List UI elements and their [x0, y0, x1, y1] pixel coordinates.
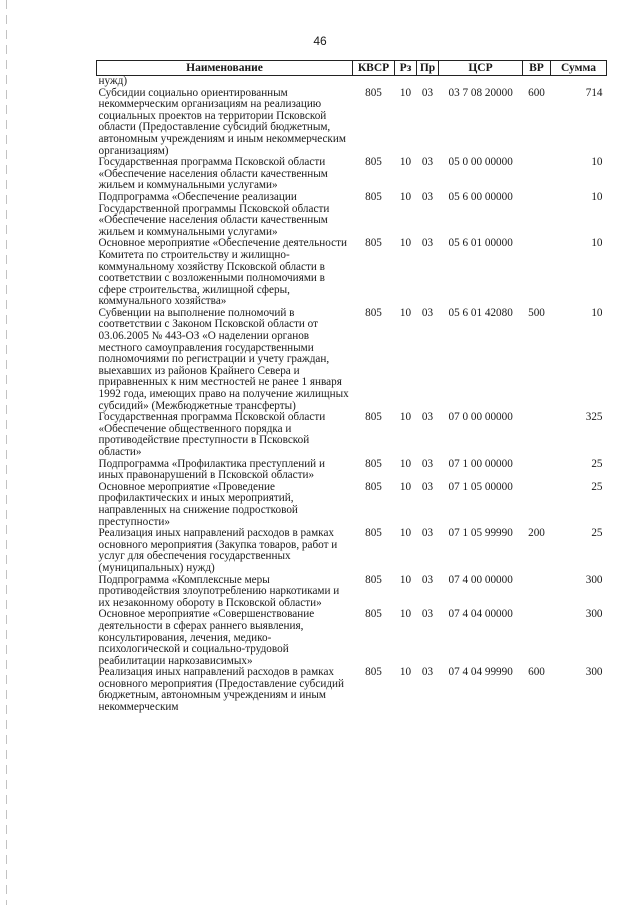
table-row [97, 609, 607, 667]
cell-pr: 03 [421, 608, 434, 621]
cell-sum: 25 [591, 480, 603, 493]
header-vr: ВР [523, 61, 551, 76]
cell-vr [523, 76, 551, 88]
cell-kvsr: 805 [365, 608, 382, 621]
cell-csr: 07 4 04 99990 [448, 666, 513, 679]
cell-sum: 300 [585, 666, 603, 679]
page-number: 46 [313, 34, 327, 48]
cell-kvsr: 805 [365, 237, 382, 250]
cell-csr: 05 6 01 00000 [448, 237, 513, 250]
cell-kvsr: 805 [365, 306, 382, 319]
cell-sum: 10 [591, 237, 603, 250]
cell-sum: 714 [585, 86, 603, 99]
cell-kvsr: 805 [365, 156, 382, 169]
cell-vr [523, 192, 551, 238]
cell-kvsr: 805 [365, 480, 382, 493]
cell-pr: 03 [421, 190, 434, 203]
cell-name: нужд) [98, 75, 128, 87]
table-row [97, 412, 607, 458]
cell-kvsr: 805 [365, 573, 382, 586]
table-row [97, 308, 607, 412]
cell-pr: 03 [421, 86, 434, 99]
cell-kvsr: 805 [365, 86, 382, 99]
table-row [97, 88, 607, 158]
cell-rz [395, 76, 417, 88]
cell-rz: 10 [399, 306, 412, 319]
cell-rz: 10 [399, 190, 412, 203]
cell-name: Подпрограмма «Профилактика преступлений и иных правонарушений в Псковской области» [98, 457, 325, 482]
cell-csr: 07 1 05 00000 [448, 480, 513, 493]
cell-kvsr: 805 [365, 527, 382, 540]
cell-vr [523, 609, 551, 667]
cell-sum: 325 [585, 411, 603, 424]
budget-table [96, 60, 607, 714]
cell-rz: 10 [399, 573, 412, 586]
cell-sum: 300 [585, 573, 603, 586]
cell-sum: 10 [591, 306, 603, 319]
cell-pr: 03 [421, 527, 434, 540]
header-kvsr: КВСР [353, 61, 395, 76]
table-row [97, 192, 607, 238]
cell-rz: 10 [399, 480, 412, 493]
table-row [97, 482, 607, 528]
header-rz: Рз [395, 61, 417, 76]
cell-vr: 500 [528, 306, 545, 319]
cell-csr [439, 76, 523, 88]
cell-pr [417, 76, 439, 88]
cell-name: Основное мероприятие «Проведение профилактических и иных мероприятий, направленных на снижение подростковой преступности» [98, 480, 298, 528]
cell-rz: 10 [399, 666, 412, 679]
cell-kvsr: 805 [365, 411, 382, 424]
cell-pr: 03 [421, 411, 434, 424]
cell-vr: 200 [528, 527, 545, 540]
cell-csr: 05 6 01 42080 [448, 306, 513, 319]
cell-vr [523, 238, 551, 308]
cell-rz: 10 [399, 411, 412, 424]
cell-name: Подпрограмма «Комплексные меры противодействия злоупотреблению наркотиками и их незаконному обороту в Псковской области» [98, 573, 340, 609]
table-row [97, 575, 607, 610]
cell-pr: 03 [421, 306, 434, 319]
cell-name: Государственная программа Псковской области «Обеспечение населения области качественным жильем и коммунальными услугами» [98, 156, 328, 192]
cell-pr: 03 [421, 156, 434, 169]
table-row [97, 76, 607, 88]
cell-rz: 10 [399, 86, 412, 99]
cell-rz: 10 [399, 156, 412, 169]
cell-rz: 10 [399, 527, 412, 540]
cell-csr: 07 4 00 00000 [448, 573, 513, 586]
scan-edge-artifact [6, 0, 7, 905]
header-sum: Сумма [551, 61, 607, 76]
cell-pr: 03 [421, 573, 434, 586]
cell-name: Государственная программа Псковской области «Обеспечение общественного порядка и противодействие преступности в Псковской области» [98, 411, 326, 458]
table-row [97, 667, 607, 713]
table-row [97, 459, 607, 482]
cell-kvsr: 805 [365, 190, 382, 203]
cell-vr [523, 412, 551, 458]
cell-vr [523, 157, 551, 192]
cell-vr [523, 459, 551, 482]
cell-sum: 300 [585, 608, 603, 621]
cell-kvsr [353, 76, 395, 88]
header-pr: Пр [417, 61, 439, 76]
cell-csr: 07 1 00 00000 [448, 457, 513, 470]
cell-csr: 07 4 04 00000 [448, 608, 513, 621]
cell-sum [551, 76, 607, 88]
cell-sum: 25 [591, 527, 603, 540]
cell-kvsr: 805 [365, 666, 382, 679]
table-row [97, 238, 607, 308]
cell-name: Подпрограмма «Обеспечение реализации Государственной программы Псковской области «Обеспечение населения области качественным жильем и коммунальными услугами» [98, 190, 330, 238]
cell-pr: 03 [421, 237, 434, 250]
cell-kvsr: 805 [365, 457, 382, 470]
cell-rz: 10 [399, 237, 412, 250]
cell-vr: 600 [528, 86, 545, 99]
cell-csr: 03 7 08 20000 [448, 86, 513, 99]
cell-pr: 03 [421, 480, 434, 493]
cell-vr: 600 [528, 666, 545, 679]
cell-rz: 10 [399, 608, 412, 621]
table-row [97, 157, 607, 192]
cell-name: Основное мероприятие «Обеспечение деятельности Комитета по строительству и жилищно-коммунальному хозяйству Псковской области в соответствии с возложенными полномочиями в сфере строительства, жилищной сферы, коммунального хозяйства» [98, 237, 347, 308]
header-name: Наименование [97, 61, 353, 76]
cell-name: Субсидии социально ориентированным некоммерческим организациям на реализацию социальных проектов на территории Псковской области (Предоставление субсидий бюджетным, автономным учреждениям и иным некоммерческим организациям) [98, 86, 346, 157]
cell-csr: 07 1 05 99990 [448, 527, 513, 540]
cell-csr: 05 0 00 00000 [448, 156, 513, 169]
table-row [97, 528, 607, 574]
cell-sum: 10 [591, 190, 603, 203]
cell-sum: 25 [591, 457, 603, 470]
cell-rz: 10 [399, 457, 412, 470]
cell-csr: 05 6 00 00000 [448, 190, 513, 203]
cell-vr [523, 482, 551, 528]
cell-pr: 03 [421, 666, 434, 679]
cell-name: Реализация иных направлений расходов в рамках основного мероприятия (Закупка товаров, работ и услуг для обеспечения государственных (муниципальных) нужд) [98, 527, 338, 574]
cell-pr: 03 [421, 457, 434, 470]
cell-csr: 07 0 00 00000 [448, 411, 513, 424]
cell-name: Основное мероприятие «Совершенствование деятельности в сферах раннего выявления, консультирования, лечения, медико-психологической и социально-трудовой реабилитации наркозависимых» [98, 608, 315, 667]
table-header-row [97, 61, 607, 76]
cell-name: Субвенции на выполнение полномочий в соответствии с Законом Псковской области от 03.06.2005 № 443-ОЗ «О наделении органов местного самоуправления государственными полномочиями по регистрации и учету граждан, выехавших из районов Крайнего Севера и приравненных к ним местностей не ранее 1 января 1992 года, имеющих право на получение жилищных субсидий» (Межбюджетные трансферты) [98, 306, 349, 412]
cell-sum: 10 [591, 156, 603, 169]
header-csr: ЦСР [439, 61, 523, 76]
cell-vr [523, 575, 551, 610]
cell-name: Реализация иных направлений расходов в рамках основного мероприятия (Предоставление субсидий бюджетным, автономным учреждениям и иным некоммерческим [98, 666, 344, 714]
